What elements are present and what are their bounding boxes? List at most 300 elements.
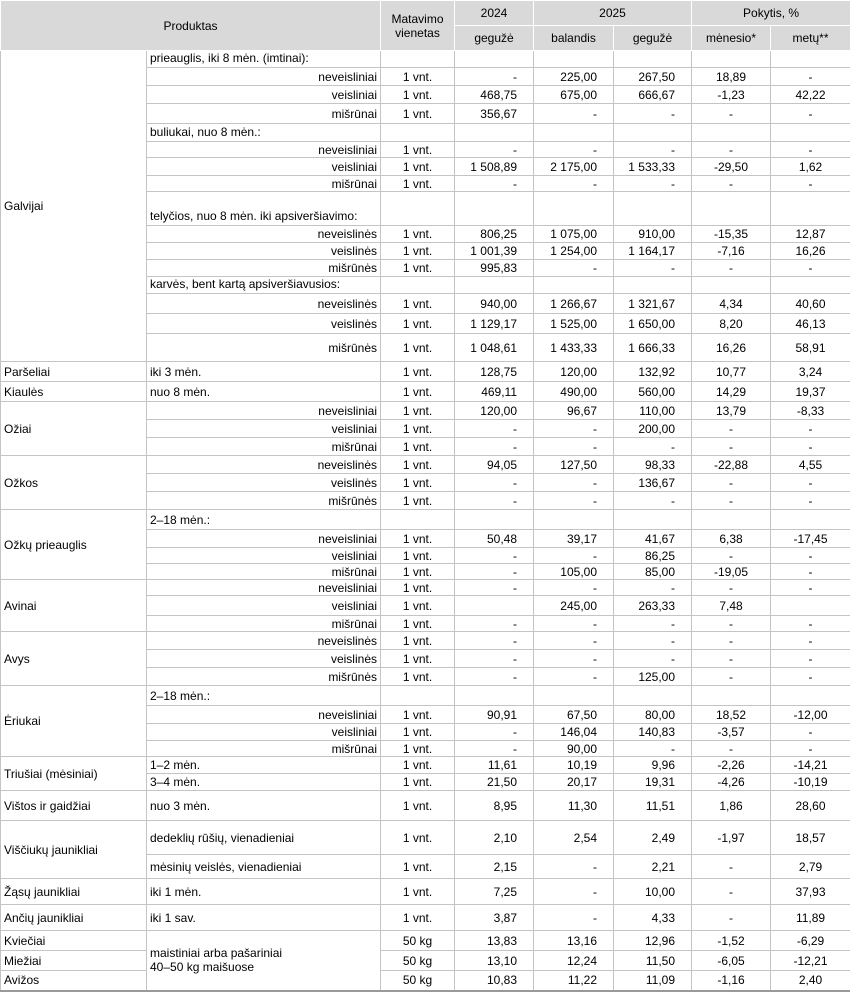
value-2025-balandis: 67,50: [534, 706, 614, 724]
change-month: [692, 51, 771, 68]
value-2025-geguze: 560,00: [614, 382, 692, 402]
value-2025-balandis: -: [534, 104, 614, 124]
unit-cell: 1 vnt.: [381, 243, 455, 260]
value-2025-geguze: 1 533,33: [614, 158, 692, 176]
unit-cell: 50 kg: [381, 951, 455, 971]
value-2025-geguze: 86,25: [614, 548, 692, 564]
change-year: -: [771, 650, 850, 668]
product-subtype: neveisliniai: [147, 142, 381, 158]
product-subtype: veisliniai: [147, 596, 381, 616]
value-2025-balandis: 39,17: [534, 530, 614, 548]
value-2025-balandis: [534, 686, 614, 706]
header-metu: metų**: [771, 26, 850, 51]
header-geguze-2025: gegužė: [614, 26, 692, 51]
value-2025-balandis: -: [534, 548, 614, 564]
table-row: [1, 686, 850, 706]
value-2024-geguze: 13,10: [455, 951, 534, 971]
value-2024-geguze: 469,11: [455, 382, 534, 402]
value-2025-geguze: 1 321,67: [614, 294, 692, 314]
value-2025-balandis: 11,30: [534, 791, 614, 821]
unit-cell: 1 vnt.: [381, 314, 455, 334]
value-2025-geguze: 200,00: [614, 420, 692, 438]
product-subtype: mišrūnės: [147, 668, 381, 686]
product-subtype: 2–18 mėn.:: [147, 510, 381, 530]
change-year: 42,22: [771, 86, 850, 104]
product-subtype: telyčios, nuo 8 mėn. iki apsiveršiavimo:: [147, 192, 381, 226]
change-month: -: [692, 420, 771, 438]
unit-cell: 1 vnt.: [381, 86, 455, 104]
product-subtype: veisliniai: [147, 548, 381, 564]
value-2025-balandis: -: [534, 142, 614, 158]
product-subtype: veisliniai: [147, 420, 381, 438]
change-year: [771, 277, 850, 294]
value-2024-geguze: 806,25: [455, 226, 534, 243]
product-name: Viščiukų jaunikliai: [1, 821, 147, 879]
change-year: -: [771, 632, 850, 650]
product-subtype: neveisliniai: [147, 402, 381, 420]
value-2025-balandis: -: [534, 668, 614, 686]
unit-cell: 1 vnt.: [381, 362, 455, 382]
value-2025-geguze: 9,96: [614, 757, 692, 774]
value-2024-geguze: [455, 124, 534, 142]
value-2025-balandis: [534, 124, 614, 142]
value-2025-geguze: 4,33: [614, 905, 692, 931]
change-year: 11,89: [771, 905, 850, 931]
value-2025-balandis: 675,00: [534, 86, 614, 104]
value-2024-geguze: 50,48: [455, 530, 534, 548]
unit-cell: [381, 192, 455, 226]
value-2025-geguze: 1 164,17: [614, 243, 692, 260]
value-2025-balandis: -: [534, 905, 614, 931]
unit-cell: 1 vnt.: [381, 334, 455, 362]
product-subtype: neveisliniai: [147, 706, 381, 724]
change-year: -: [771, 260, 850, 277]
unit-cell: [381, 510, 455, 530]
unit-cell: 1 vnt.: [381, 774, 455, 791]
product-subtype: veisliniai: [147, 724, 381, 741]
unit-cell: 1 vnt.: [381, 420, 455, 438]
value-2025-geguze: -: [614, 260, 692, 277]
value-2025-geguze: 1 666,33: [614, 334, 692, 362]
change-month: -15,35: [692, 226, 771, 243]
header-pokytis: Pokytis, %: [692, 1, 850, 26]
change-month: 7,48: [692, 596, 771, 616]
change-month: -1,23: [692, 86, 771, 104]
value-2024-geguze: -: [455, 580, 534, 596]
value-2025-geguze: [614, 51, 692, 68]
product-subtype: veislinės: [147, 474, 381, 492]
value-2025-balandis: -: [534, 855, 614, 879]
product-subtype: neveisliniai: [147, 580, 381, 596]
value-2024-geguze: -: [455, 564, 534, 580]
change-month: -22,88: [692, 456, 771, 474]
value-2025-balandis: 245,00: [534, 596, 614, 616]
value-2024-geguze: 2,10: [455, 821, 534, 855]
change-year: -: [771, 492, 850, 510]
value-2024-geguze: 995,83: [455, 260, 534, 277]
value-2025-geguze: -: [614, 492, 692, 510]
table-row: [1, 632, 850, 650]
value-2024-geguze: -: [455, 632, 534, 650]
value-2024-geguze: 356,67: [455, 104, 534, 124]
unit-cell: 1 vnt.: [381, 821, 455, 855]
unit-cell: [381, 124, 455, 142]
unit-cell: 1 vnt.: [381, 492, 455, 510]
value-2024-geguze: -: [455, 142, 534, 158]
unit-cell: 1 vnt.: [381, 564, 455, 580]
value-2025-balandis: 11,22: [534, 971, 614, 991]
change-year: [771, 686, 850, 706]
value-2024-geguze: -: [455, 548, 534, 564]
value-2025-geguze: [614, 686, 692, 706]
change-month: -: [692, 650, 771, 668]
change-month: 6,38: [692, 530, 771, 548]
unit-cell: 1 vnt.: [381, 596, 455, 616]
table-row: [1, 905, 850, 931]
product-subtype: 2–18 mėn.:: [147, 686, 381, 706]
header-year-2025: 2025: [534, 1, 692, 26]
change-year: -8,33: [771, 402, 850, 420]
change-year: 37,93: [771, 879, 850, 905]
unit-cell: 1 vnt.: [381, 382, 455, 402]
change-month: -: [692, 879, 771, 905]
change-year: -12,21: [771, 951, 850, 971]
value-2024-geguze: [455, 510, 534, 530]
product-subtype: nuo 8 mėn.: [147, 382, 381, 402]
value-2024-geguze: 1 508,89: [455, 158, 534, 176]
change-year: [771, 596, 850, 616]
value-2025-balandis: 20,17: [534, 774, 614, 791]
value-2024-geguze: 90,91: [455, 706, 534, 724]
product-subtype: iki 3 mėn.: [147, 362, 381, 382]
unit-cell: 1 vnt.: [381, 176, 455, 192]
value-2025-geguze: 11,09: [614, 971, 692, 991]
change-year: 19,37: [771, 382, 850, 402]
value-2024-geguze: 94,05: [455, 456, 534, 474]
change-year: 16,26: [771, 243, 850, 260]
product-subtype: neveisliniai: [147, 530, 381, 548]
value-2025-geguze: -: [614, 650, 692, 668]
product-subtype: veisliniai: [147, 158, 381, 176]
product-subtype: neveislinės: [147, 632, 381, 650]
value-2025-balandis: 2 175,00: [534, 158, 614, 176]
value-2024-geguze: -: [455, 650, 534, 668]
change-year: -: [771, 616, 850, 632]
table-row: [1, 362, 850, 382]
value-2024-geguze: [455, 51, 534, 68]
change-year: -: [771, 564, 850, 580]
table-row: [1, 879, 850, 905]
value-2025-balandis: 1 525,00: [534, 314, 614, 334]
change-year: -: [771, 104, 850, 124]
value-2025-balandis: 96,67: [534, 402, 614, 420]
value-2024-geguze: -: [455, 474, 534, 492]
change-month: 18,52: [692, 706, 771, 724]
product-name: Avinai: [1, 580, 147, 632]
value-2025-balandis: -: [534, 260, 614, 277]
unit-cell: 1 vnt.: [381, 474, 455, 492]
value-2025-geguze: 140,83: [614, 724, 692, 741]
change-year: 28,60: [771, 791, 850, 821]
header-geguze-2024: gegužė: [455, 26, 534, 51]
value-2025-geguze: 132,92: [614, 362, 692, 382]
product-subtype: mišrūnai: [147, 176, 381, 192]
unit-cell: 1 vnt.: [381, 456, 455, 474]
change-year: 18,57: [771, 821, 850, 855]
change-month: 18,89: [692, 68, 771, 86]
table-row: [1, 931, 850, 951]
value-2025-geguze: 267,50: [614, 68, 692, 86]
value-2025-balandis: -: [534, 632, 614, 650]
unit-cell: 50 kg: [381, 931, 455, 951]
value-2025-geguze: [614, 192, 692, 226]
product-name: Kiaulės: [1, 382, 147, 402]
table-row: [1, 821, 850, 855]
value-2024-geguze: 11,61: [455, 757, 534, 774]
change-month: -: [692, 474, 771, 492]
change-year: -10,19: [771, 774, 850, 791]
value-2024-geguze: 128,75: [455, 362, 534, 382]
change-month: -: [692, 855, 771, 879]
product-subtype: mišrūnės: [147, 260, 381, 277]
product-subtype: veislinės: [147, 243, 381, 260]
value-2025-geguze: 11,51: [614, 791, 692, 821]
product-subtype: neveislinės: [147, 294, 381, 314]
grain-description-line1: maistiniai arba pašariniai: [150, 946, 282, 960]
product-name: Vištos ir gaidžiai: [1, 791, 147, 821]
product-subtype: mėsinių veislės, vienadieniai: [147, 855, 381, 879]
change-month: -: [692, 548, 771, 564]
change-year: 46,13: [771, 314, 850, 334]
unit-cell: 1 vnt.: [381, 668, 455, 686]
value-2024-geguze: 3,87: [455, 905, 534, 931]
value-2025-balandis: -: [534, 580, 614, 596]
table-row: [1, 382, 850, 402]
product-name: Ėriukai: [1, 686, 147, 757]
change-month: 4,34: [692, 294, 771, 314]
value-2025-balandis: 1 433,33: [534, 334, 614, 362]
product-name: Miežiai: [1, 951, 147, 971]
unit-cell: 1 vnt.: [381, 616, 455, 632]
table-row: [1, 51, 850, 68]
value-2025-geguze: -: [614, 616, 692, 632]
value-2024-geguze: 7,25: [455, 879, 534, 905]
change-year: [771, 510, 850, 530]
change-month: -29,50: [692, 158, 771, 176]
change-month: -19,05: [692, 564, 771, 580]
value-2025-geguze: 110,00: [614, 402, 692, 420]
value-2024-geguze: -: [455, 438, 534, 456]
value-2025-geguze: 12,96: [614, 931, 692, 951]
value-2025-geguze: 11,50: [614, 951, 692, 971]
value-2025-balandis: 490,00: [534, 382, 614, 402]
header-vienetas-line1: Matavimo: [391, 12, 443, 26]
change-month: -4,26: [692, 774, 771, 791]
value-2025-geguze: 98,33: [614, 456, 692, 474]
product-subtype: neveislinės: [147, 226, 381, 243]
value-2025-balandis: -: [534, 438, 614, 456]
change-year: -14,21: [771, 757, 850, 774]
change-month: -: [692, 741, 771, 757]
value-2025-balandis: -: [534, 879, 614, 905]
value-2025-geguze: [614, 510, 692, 530]
value-2024-geguze: -: [455, 176, 534, 192]
product-subtype: mišrūnai: [147, 616, 381, 632]
table-row: [1, 402, 850, 420]
value-2025-geguze: [614, 277, 692, 294]
product-name: Žąsų jaunikliai: [1, 879, 147, 905]
unit-cell: 1 vnt.: [381, 632, 455, 650]
value-2024-geguze: 1 001,39: [455, 243, 534, 260]
change-month: -1,52: [692, 931, 771, 951]
change-month: 8,20: [692, 314, 771, 334]
change-year: -: [771, 668, 850, 686]
value-2025-balandis: 105,00: [534, 564, 614, 580]
value-2024-geguze: 120,00: [455, 402, 534, 420]
value-2025-balandis: [534, 277, 614, 294]
value-2024-geguze: -: [455, 616, 534, 632]
change-year: 40,60: [771, 294, 850, 314]
value-2025-geguze: -: [614, 142, 692, 158]
value-2024-geguze: 468,75: [455, 86, 534, 104]
change-year: 4,55: [771, 456, 850, 474]
product-subtype: karvės, bent kartą apsiveršiavusios:: [147, 277, 381, 294]
change-year: 2,40: [771, 971, 850, 991]
value-2025-balandis: 1 266,67: [534, 294, 614, 314]
product-subtype: veislinės: [147, 650, 381, 668]
product-subtype: mišrūnai: [147, 564, 381, 580]
change-month: -1,16: [692, 971, 771, 991]
unit-cell: 1 vnt.: [381, 650, 455, 668]
product-subtype: veisliniai: [147, 86, 381, 104]
product-subtype: mišrūnės: [147, 492, 381, 510]
header-year-2024: 2024: [455, 1, 534, 26]
product-subtype: prieauglis, iki 8 mėn. (imtinai):: [147, 51, 381, 68]
change-year: -17,45: [771, 530, 850, 548]
unit-cell: 1 vnt.: [381, 879, 455, 905]
unit-cell: 1 vnt.: [381, 260, 455, 277]
table-row: [1, 757, 850, 774]
change-month: 1,86: [692, 791, 771, 821]
unit-cell: 1 vnt.: [381, 226, 455, 243]
product-subtype: 1–2 mėn.: [147, 757, 381, 774]
unit-cell: 1 vnt.: [381, 158, 455, 176]
value-2024-geguze: [455, 686, 534, 706]
value-2025-balandis: 146,04: [534, 724, 614, 741]
value-2024-geguze: 8,95: [455, 791, 534, 821]
value-2024-geguze: -: [455, 420, 534, 438]
product-subtype: buliukai, nuo 8 mėn.:: [147, 124, 381, 142]
unit-cell: 1 vnt.: [381, 68, 455, 86]
value-2024-geguze: [455, 596, 534, 616]
change-month: -: [692, 580, 771, 596]
change-month: 16,26: [692, 334, 771, 362]
product-name: Paršeliai: [1, 362, 147, 382]
change-year: -: [771, 724, 850, 741]
unit-cell: 1 vnt.: [381, 580, 455, 596]
value-2025-geguze: 10,00: [614, 879, 692, 905]
value-2024-geguze: 2,15: [455, 855, 534, 879]
change-month: -1,97: [692, 821, 771, 855]
change-year: 58,91: [771, 334, 850, 362]
change-month: [692, 686, 771, 706]
change-month: -: [692, 668, 771, 686]
product-name: Kviečiai: [1, 931, 147, 951]
value-2025-balandis: 2,54: [534, 821, 614, 855]
value-2025-balandis: 120,00: [534, 362, 614, 382]
unit-cell: 1 vnt.: [381, 438, 455, 456]
change-month: [692, 192, 771, 226]
value-2024-geguze: 940,00: [455, 294, 534, 314]
unit-cell: 1 vnt.: [381, 724, 455, 741]
unit-cell: 1 vnt.: [381, 142, 455, 158]
table-row: [1, 951, 850, 971]
change-month: -: [692, 905, 771, 931]
change-year: -: [771, 580, 850, 596]
product-subtype: veislinės: [147, 314, 381, 334]
header-menesio: mėnesio*: [692, 26, 771, 51]
table-row: [1, 971, 850, 991]
product-subtype: iki 1 sav.: [147, 905, 381, 931]
unit-cell: 1 vnt.: [381, 791, 455, 821]
value-2025-geguze: -: [614, 104, 692, 124]
value-2025-balandis: 12,24: [534, 951, 614, 971]
unit-cell: 1 vnt.: [381, 905, 455, 931]
value-2024-geguze: 13,83: [455, 931, 534, 951]
change-year: -: [771, 68, 850, 86]
value-2025-balandis: 127,50: [534, 456, 614, 474]
change-year: -12,00: [771, 706, 850, 724]
value-2025-balandis: [534, 510, 614, 530]
change-month: -6,05: [692, 951, 771, 971]
unit-cell: 1 vnt.: [381, 402, 455, 420]
change-year: [771, 51, 850, 68]
change-month: -: [692, 104, 771, 124]
value-2025-balandis: -: [534, 650, 614, 668]
change-month: -: [692, 260, 771, 277]
value-2025-geguze: 85,00: [614, 564, 692, 580]
change-month: -7,16: [692, 243, 771, 260]
product-name: Ančių jaunikliai: [1, 905, 147, 931]
table-row: [1, 510, 850, 530]
product-subtype: mišrūnai: [147, 104, 381, 124]
grain-description: [147, 931, 381, 991]
value-2025-balandis: 1 254,00: [534, 243, 614, 260]
value-2025-geguze: 1 650,00: [614, 314, 692, 334]
value-2025-geguze: [614, 124, 692, 142]
change-month: 13,79: [692, 402, 771, 420]
change-month: -: [692, 142, 771, 158]
change-month: -2,26: [692, 757, 771, 774]
value-2025-balandis: 90,00: [534, 741, 614, 757]
product-subtype: 3–4 mėn.: [147, 774, 381, 791]
change-year: 2,79: [771, 855, 850, 879]
grain-description-line2: 40–50 kg maišuose: [150, 960, 254, 974]
change-month: -3,57: [692, 724, 771, 741]
change-month: -: [692, 438, 771, 456]
change-year: -: [771, 474, 850, 492]
table-row: [1, 580, 850, 596]
value-2025-geguze: 2,21: [614, 855, 692, 879]
change-month: -: [692, 176, 771, 192]
unit-cell: 1 vnt.: [381, 706, 455, 724]
value-2025-balandis: 225,00: [534, 68, 614, 86]
product-name: Triušiai (mėsiniai): [1, 757, 147, 791]
value-2025-geguze: -: [614, 580, 692, 596]
product-name: Avižos: [1, 971, 147, 991]
header-vienetas: [381, 1, 455, 51]
product-subtype: mišrūnai: [147, 438, 381, 456]
